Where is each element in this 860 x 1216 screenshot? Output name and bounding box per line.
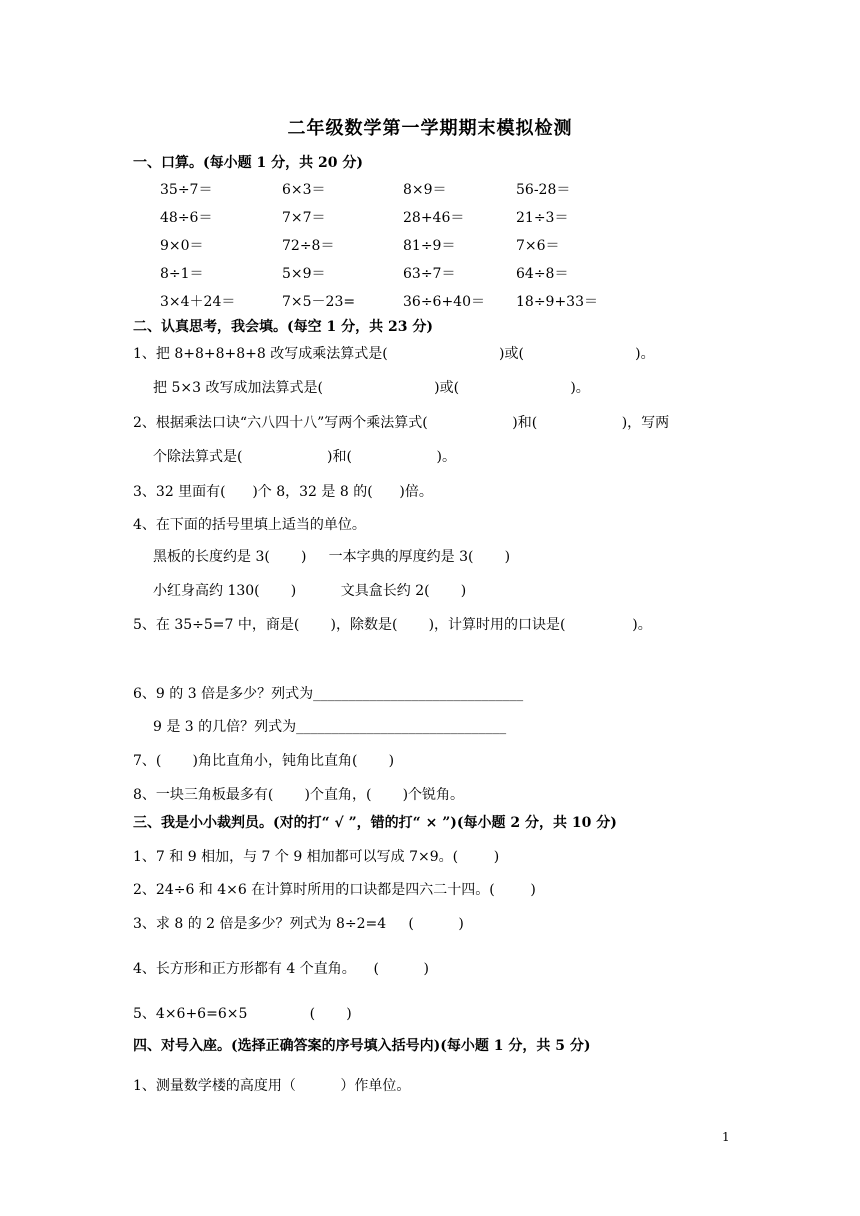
oral-calc-item: 56-28＝ xyxy=(516,182,571,198)
oral-calc-item: 63÷7＝ xyxy=(403,266,456,282)
question-2-8: 8、一块三角板最多有( )个直角，( )个锐角。 xyxy=(133,787,465,803)
question-2-4b: 小红身高约 130( ) 文具盒长约 2( ) xyxy=(153,583,467,599)
oral-calc-item: 81÷9＝ xyxy=(403,238,456,254)
oral-calc-item: 7×5－23= xyxy=(282,294,356,310)
oral-calc-item: 35÷7＝ xyxy=(160,182,213,198)
question-3-5: 5、4×6+6=6×5 ( ) xyxy=(133,1006,352,1022)
question-2-4a: 黑板的长度约是 3( ) 一本字典的厚度约是 3( ) xyxy=(153,549,511,565)
oral-calc-item: 5×9＝ xyxy=(282,266,326,282)
oral-calc-item: 8×9＝ xyxy=(403,182,447,198)
section-3-heading: 三、我是小小裁判员。(对的打“ √ ”，错的打“ × ”)(每小题 2 分，共 10 分) xyxy=(133,815,617,831)
oral-calc-item: 48÷6＝ xyxy=(160,210,213,226)
question-2-2a: 2、根据乘法口诀“六八四十八”写两个乘法算式( )和( )，写两 xyxy=(133,415,670,431)
question-2-4: 4、在下面的括号里填上适当的单位。 xyxy=(133,517,366,533)
oral-calc-item: 72÷8＝ xyxy=(282,238,335,254)
question-2-6a: 6、9 的 3 倍是多少？列式为______________________________ xyxy=(133,686,524,702)
oral-calc-item: 3×4＋24＝ xyxy=(160,294,236,310)
oral-calc-item: 9×0＝ xyxy=(160,238,204,254)
question-2-2b: 个除法算式是( )和( )。 xyxy=(153,449,456,465)
section-4-heading: 四、对号入座。(选择正确答案的序号填入括号内)(每小题 1 分，共 5 分) xyxy=(133,1038,591,1054)
page-number: 1 xyxy=(722,1130,730,1144)
oral-calc-item: 64÷8＝ xyxy=(516,266,569,282)
oral-calc-item: 7×6＝ xyxy=(516,238,560,254)
section-1-heading: 一、口算。(每小题 1 分，共 20 分) xyxy=(133,155,363,171)
question-2-1b: 把 5×3 改写成加法算式是( )或( )。 xyxy=(153,380,590,396)
oral-calc-item: 8÷1＝ xyxy=(160,266,204,282)
question-3-4: 4、长方形和正方形都有 4 个直角。 ( ) xyxy=(133,961,429,977)
question-3-2: 2、24÷6 和 4×6 在计算时所用的口诀都是四六二十四。( ) xyxy=(133,882,536,898)
section-2-heading: 二、认真思考，我会填。(每空 1 分，共 23 分) xyxy=(133,319,433,335)
question-4-1: 1、测量数学楼的高度用（ ）作单位。 xyxy=(133,1078,411,1094)
question-3-3: 3、求 8 的 2 倍是多少？列式为 8÷2=4 ( ) xyxy=(133,916,464,932)
question-2-7: 7、( )角比直角小，钝角比直角( ) xyxy=(133,753,395,769)
oral-calc-item: 36÷6+40＝ xyxy=(403,294,485,310)
page-title: 二年级数学第一学期期末模拟检测 xyxy=(287,118,573,139)
question-2-3: 3、32 里面有( )个 8，32 是 8 的( )倍。 xyxy=(133,484,433,500)
question-2-6b: 9 是 3 的几倍？列式为______________________________ xyxy=(153,719,507,735)
question-3-1: 1、7 和 9 相加，与 7 个 9 相加都可以写成 7×9。( ) xyxy=(133,849,500,865)
oral-calc-item: 18÷9+33＝ xyxy=(516,294,598,310)
oral-calc-item: 28+46＝ xyxy=(403,210,465,226)
question-2-5: 5、在 35÷5=7 中，商是( )，除数是( )，计算时用的口诀是( )。 xyxy=(133,617,652,633)
oral-calc-item: 7×7＝ xyxy=(282,210,326,226)
question-2-1a: 1、把 8+8+8+8+8 改写成乘法算式是( )或( )。 xyxy=(133,346,655,362)
oral-calc-item: 21÷3＝ xyxy=(516,210,569,226)
oral-calc-item: 6×3＝ xyxy=(282,182,326,198)
